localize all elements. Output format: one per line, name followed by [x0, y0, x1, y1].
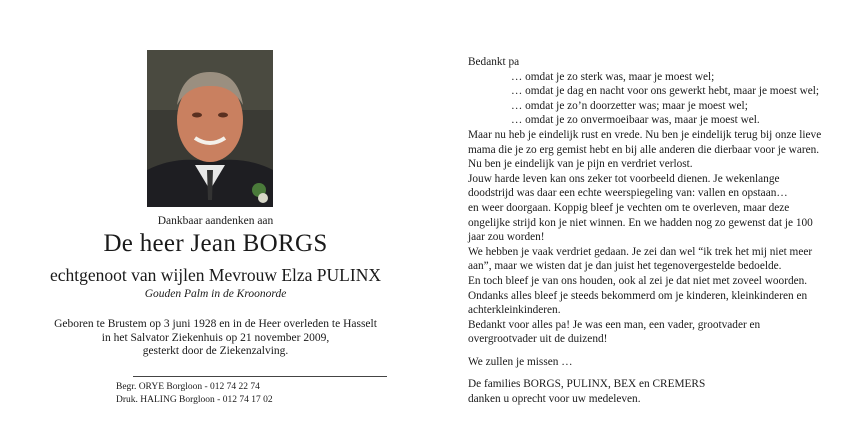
divider — [133, 376, 387, 377]
closing-line: We zullen je missen … — [468, 355, 573, 368]
birth-death-info — [0, 318, 431, 359]
tribute-body-line: Nu ben je eindelijk van je pijn en verdriet verlost. — [468, 158, 693, 171]
tribute-body-line: doodstrijd was daar een echte weerspiegeling van: vallen en opstaan… — [468, 187, 788, 200]
honor-line: Gouden Palm in de Kroonorde — [144, 288, 287, 300]
tribute-indented-line: … omdat je zo onvermoeibaar was, maar je moest wel. — [511, 114, 760, 127]
families-line: De families BORGS, PULINX, BEX en CREMERS — [468, 378, 706, 391]
tribute-body-line: We hebben je vaak verdriet gedaan. Je zei dan wel “ik trek het mij niet meer — [468, 245, 813, 258]
tribute-body-line: achterkleinkinderen. — [468, 304, 561, 317]
tribute-body-line: Ondanks alles bleef je steeds bekommerd om je kinderen, kleinkinderen en — [468, 289, 808, 302]
tribute-indented-line: … omdat je zo sterk was, maar je moest wel; — [511, 70, 715, 83]
tribute-body-line: jaar zou worden! — [468, 231, 545, 244]
tribute-body-line: ongelijke strijd kon je niet winnen. En we hadden nog zo gewenst dat je 100 — [468, 216, 813, 229]
spouse-line: echtgenoot van wijlen Mevrouw Elza PULINX — [50, 265, 381, 285]
info-line: Geboren te Brustem op 3 juni 1928 en in de Heer overleden te Hasselt — [54, 318, 377, 330]
tribute-body-line: mama die je zo erg gemist hebt en bij alle anderen die dierbaar voor je waren. — [468, 143, 820, 156]
portrait-photo — [147, 50, 273, 207]
tribute-body-line: aan”, maar we wisten dat je dan juist het tegenovergestelde bedoelde. — [468, 260, 782, 273]
tribute-body-line: en weer doorgaan. Koppig bleef je vechten om te overleven, maar deze — [468, 201, 790, 214]
dedication-text: Dankbaar aandenken aan — [157, 215, 274, 227]
tribute-body-line: Maar nu heb je eindelijk rust en vrede. Nu ben je eindelijk terug bij onze lieve — [468, 128, 822, 141]
tribute-body-line: overgrootvader uit de duizend! — [468, 333, 608, 346]
printer-line: Druk. HALING Borgloon - 012 74 17 02 — [116, 395, 273, 405]
deceased-name: De heer Jean BORGS — [103, 230, 328, 257]
salutation: Bedankt pa — [468, 56, 520, 68]
info-line: in het Salvator Ziekenhuis op 21 november 2009, — [101, 331, 330, 344]
tribute-indented-line: … omdat je zo’n doorzetter was; maar je moest wel; — [511, 99, 748, 112]
tribute-body-line: En toch bleef je van ons houden, ook al zei je dat niet met zoveel woorden. — [468, 274, 808, 287]
families-line: danken u oprecht voor uw medeleven. — [468, 393, 641, 406]
tribute-body-line: Bedankt voor alles pa! Je was een man, een vader, grootvader en — [468, 318, 761, 331]
info-line: gesterkt door de Ziekenzalving. — [142, 345, 289, 357]
credits — [116, 381, 273, 407]
tribute-text — [468, 55, 828, 407]
tribute-indented-line: … omdat je dag en nacht voor ons gewerkt hebt, maar je moest wel; — [511, 85, 820, 98]
tribute-body-line: Jouw harde leven kan ons zeker tot voorbeeld dienen. Je wekenlange — [468, 172, 780, 185]
funeral-home-line: Begr. ORYE Borgloon - 012 74 22 74 — [116, 382, 260, 392]
